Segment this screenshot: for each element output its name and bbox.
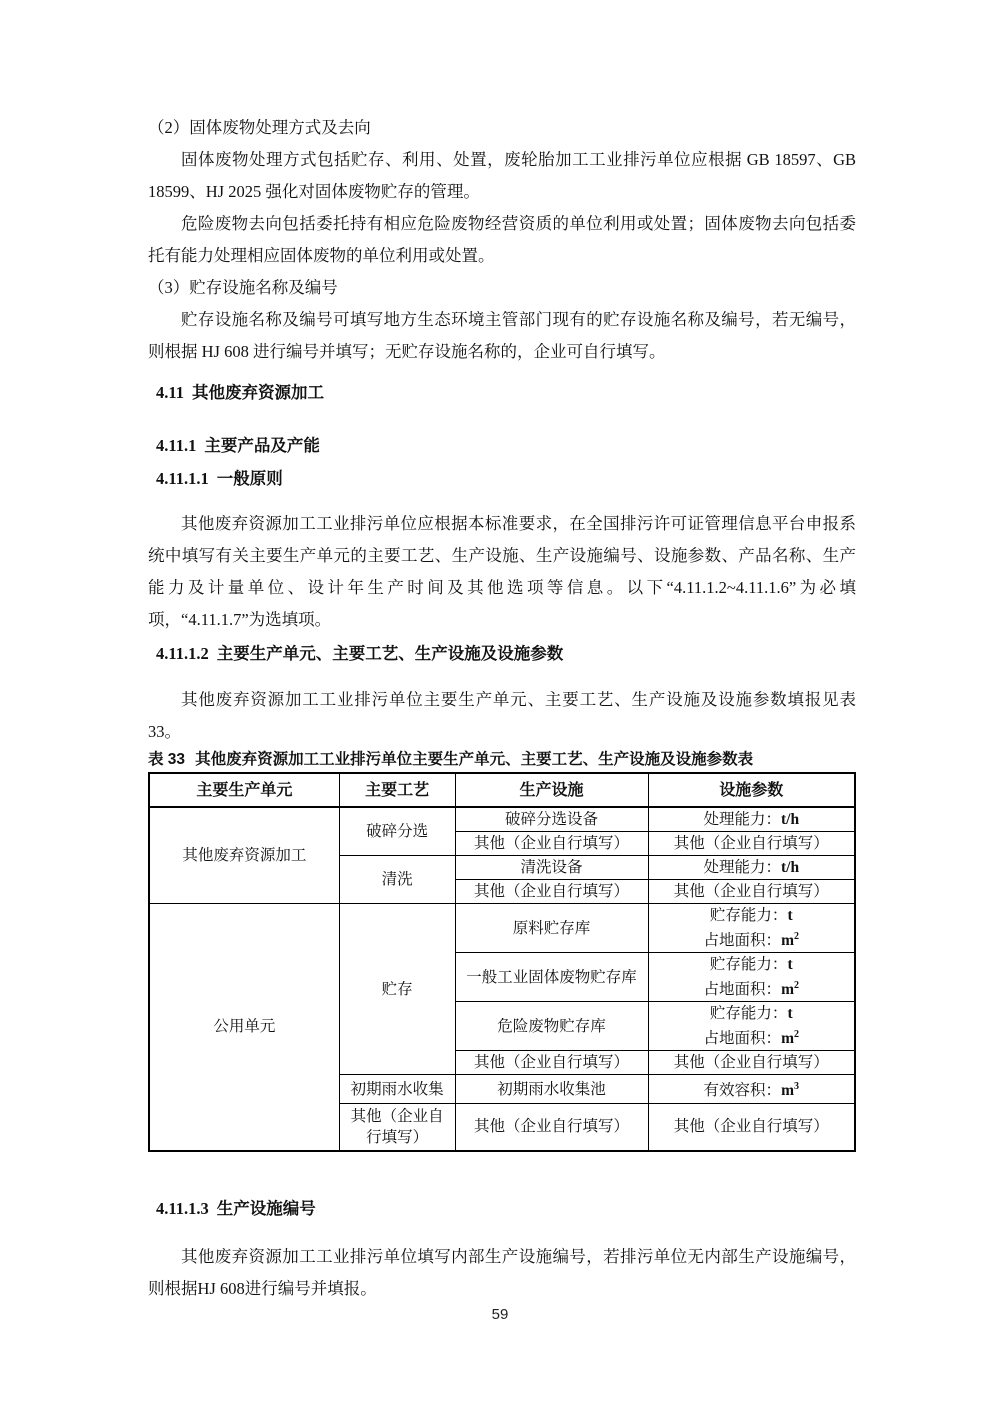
- param-unit: m: [781, 981, 794, 999]
- param-unit: t: [787, 907, 793, 924]
- param-unit-exponent: 3: [793, 1081, 799, 1093]
- param-line-area: [653, 1024, 850, 1049]
- param-line-storage: [653, 1003, 850, 1024]
- cell-facility-raw-storage: 原料贮存库: [455, 904, 648, 953]
- section-number: 4.11.1.3: [156, 1198, 209, 1218]
- cell-param-capacity: [648, 807, 855, 832]
- paragraph-solid-waste: 固体废物处理方式包括贮存、利用、处置，废轮胎加工工业排污单位应根据 GB 18597、GB 18599、HJ 2025 强化对固体废物贮存的管理。: [148, 150, 856, 201]
- cell-unit-other-waste: 其他废弃资源加工: [149, 807, 339, 904]
- paragraph-hazard-waste: 危险废物去向包括委托持有相应危险废物经营资质的单位利用或处置；固体废物去向包括委托有能力处理相应固体废物的单位利用或处置。: [148, 214, 856, 265]
- table-header-row: [149, 773, 855, 807]
- cell-process-storage: 贮存: [339, 904, 455, 1075]
- cell-facility-solid-storage: 一般工业固体废物贮存库: [455, 953, 648, 1002]
- param-label: 占地面积：: [703, 932, 782, 950]
- param-unit-exponent: 2: [793, 931, 799, 942]
- section-heading-4-11-1-2: [148, 643, 856, 665]
- param-unit-exponent: 2: [793, 1029, 799, 1041]
- param-unit: t/h: [780, 859, 800, 876]
- cell-process-crush: 破碎分选: [339, 807, 455, 856]
- param-unit-exponent: 2: [793, 980, 799, 992]
- param-unit: m: [781, 1030, 794, 1048]
- cell-param-other: 其他（企业自行填写）: [648, 1051, 855, 1075]
- cell-param-other: 其他（企业自行填写）: [648, 832, 855, 856]
- param-label: 有效容积：: [703, 1082, 782, 1100]
- paragraph-general-principle: 其他废弃资源加工工业排污单位应根据本标准要求，在全国排污许可证管理信息平台申报系统中填写有关主要生产单元的主要工艺、生产设施、生产设施编号、设施参数、产品名称、生产能力及计量单位、设计年生产时间及其他选项等信息。以下“4.11.1.2~4.11.1.6”为必填项，“4.11.1.7”为选填项。: [148, 514, 856, 629]
- param-line-storage: [653, 954, 850, 975]
- table-33-caption: [148, 750, 856, 769]
- header-main-unit: 主要生产单元: [149, 773, 339, 807]
- cell-param-capacity: [648, 856, 855, 880]
- section-number: 4.11.1.2: [156, 644, 209, 663]
- cell-facility-other: 其他（企业自行填写）: [455, 880, 648, 904]
- section-heading-4-11-1-1: [148, 468, 856, 490]
- table-caption-label: 表 33: [148, 751, 186, 768]
- param-line-area: [653, 975, 850, 1000]
- param-unit: t/h: [780, 811, 800, 828]
- param-unit: t: [787, 956, 793, 974]
- cell-facility-hazard-storage: 危险废物贮存库: [455, 1002, 648, 1051]
- section-title: 主要产品及产能: [204, 437, 320, 455]
- cell-process-wash: 清洗: [339, 856, 455, 904]
- table-33: [148, 772, 856, 1152]
- section-title: 主要生产单元、主要工艺、生产设施及设施参数: [216, 645, 564, 663]
- cell-param-other: 其他（企业自行填写）: [648, 1103, 855, 1151]
- page-number: 59: [491, 1306, 509, 1323]
- cell-param-storage-area: [648, 1002, 855, 1051]
- param-label: 处理能力：: [703, 811, 781, 828]
- cell-process-other: 其他（企业自行填写）: [339, 1103, 455, 1151]
- param-unit: t: [787, 1005, 793, 1023]
- table-row: [149, 904, 855, 953]
- table-row: [149, 807, 855, 832]
- param-label: 贮存能力：: [709, 956, 788, 974]
- table-caption-text: 其他废弃资源加工工业排污单位主要生产单元、主要工艺、生产设施及设施参数表: [195, 751, 754, 768]
- header-production-facility: 生产设施: [455, 773, 648, 807]
- section-heading-4-11-1-3: [148, 1198, 856, 1220]
- cell-param-storage-area: [648, 953, 855, 1002]
- section-title: 生产设施编号: [216, 1199, 316, 1218]
- section-number: 4.11.1: [156, 436, 197, 455]
- cell-param-other: 其他（企业自行填写）: [648, 880, 855, 904]
- header-facility-parameter: 设施参数: [648, 773, 855, 807]
- param-unit: m: [781, 1082, 794, 1100]
- paragraph-storage-name: 贮存设施名称及编号可填写地方生态环境主管部门现有的贮存设施名称及编号，若无编号，则根据 HJ 608 进行编号并填写；无贮存设施名称的，企业可自行填写。: [148, 310, 856, 361]
- cell-facility-wash: 清洗设备: [455, 856, 648, 880]
- cell-param-storage-area: [648, 904, 855, 953]
- cell-unit-public: 公用单元: [149, 904, 339, 1151]
- param-unit: m: [781, 932, 794, 950]
- item-2-heading: （2）固体废物处理方式及去向: [148, 118, 371, 137]
- cell-facility-crush: 破碎分选设备: [455, 807, 648, 832]
- section-title: 其他废弃资源加工: [191, 384, 324, 402]
- cell-process-rain: 初期雨水收集: [339, 1075, 455, 1103]
- section-heading-4-11-1: [148, 435, 856, 457]
- section-title: 一般原则: [216, 470, 283, 488]
- cell-facility-other: 其他（企业自行填写）: [455, 1103, 648, 1151]
- param-label: 占地面积：: [703, 1030, 782, 1048]
- param-label: 占地面积：: [703, 981, 782, 999]
- section-heading-4-11: [148, 382, 856, 404]
- cell-facility-other: 其他（企业自行填写）: [455, 832, 648, 856]
- paragraph-facility-number: 其他废弃资源加工工业排污单位填写内部生产设施编号，若排污单位无内部生产设施编号，则根据HJ 608进行编号并填报。: [148, 1246, 856, 1298]
- item-3-heading: （3）贮存设施名称及编号: [148, 278, 338, 297]
- section-number: 4.11.1.1: [156, 469, 209, 488]
- cell-facility-other: 其他（企业自行填写）: [455, 1051, 648, 1075]
- param-label: 贮存能力：: [709, 907, 788, 924]
- cell-facility-rain-pool: 初期雨水收集池: [455, 1075, 648, 1103]
- cell-param-volume: [648, 1075, 855, 1103]
- param-line-storage: [653, 905, 850, 926]
- paragraph-table-intro: 其他废弃资源加工工业排污单位主要生产单元、主要工艺、生产设施及设施参数填报见表 33。: [148, 690, 856, 741]
- header-main-process: 主要工艺: [339, 773, 455, 807]
- section-number: 4.11: [156, 383, 184, 402]
- param-label: 处理能力：: [703, 859, 781, 876]
- param-line-area: [653, 926, 850, 951]
- param-label: 贮存能力：: [709, 1005, 788, 1023]
